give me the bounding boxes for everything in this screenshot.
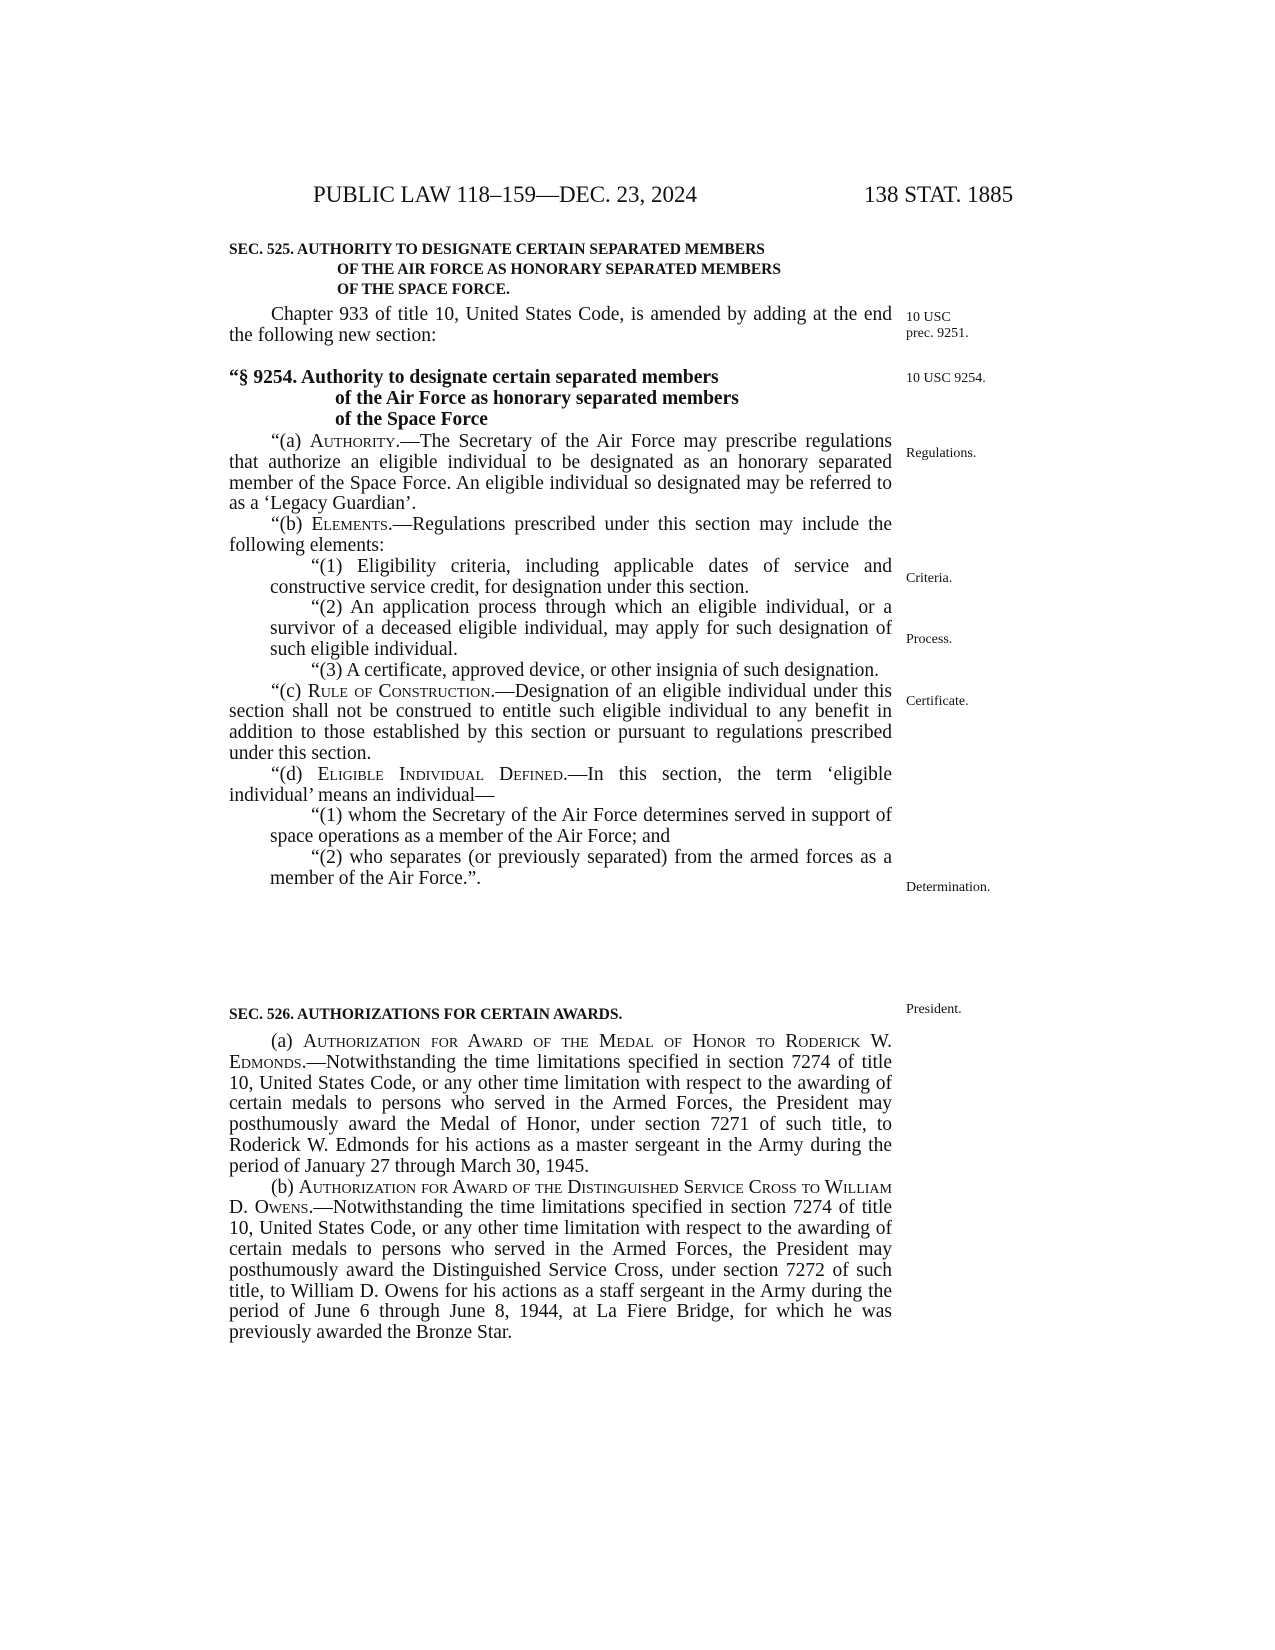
section-9254-title <box>229 367 892 430</box>
paragraph-b2: “(2) An application process through which an eligible individual, or a survivor of a deceased eligible individual, may apply for such designation of such eligible individual. <box>270 597 892 660</box>
section-526-subsection-a-label: Authorization for Award of the Medal of Honor to Roderick W. Edmonds <box>229 1031 892 1073</box>
margin-note-process: Process. <box>906 632 953 647</box>
margin-note-president: President. <box>906 1002 962 1017</box>
section-526-subsection-b: (b) Authorization for Award of the Distinguished Service Cross to William D. Owens.—Notwithstanding the time limitations specified in section 7274 of title 10, United States Code, or any other time limitation with respect to the awarding of certain medals to persons who served in the Armed Forces, the President may posthumously award the Distinguished Service Cross, under section 7272 of such title, to William D. Owens for his actions as a staff sergeant in the Army during the period of June 6 through June 8, 1944, at La Fiere Bridge, for which he was previously awarded the Bronze Star. <box>229 1176 893 1344</box>
subsection-a-label: Authority <box>309 431 396 452</box>
subsection-d-label: Eligible Individual Defined <box>317 763 563 785</box>
margin-note-certificate: Certificate. <box>906 694 969 709</box>
paragraph-d2: “(2) who separates (or previously separated) from the armed forces as a member of the Air Force.”. <box>270 846 892 889</box>
amendment-instruction: Chapter 933 of title 10, United States Code, is amended by adding at the end the following new section: <box>229 304 892 346</box>
section-9254-title-line3: of the Space Force <box>335 409 488 430</box>
section-525-intro <box>229 305 892 347</box>
section-526-subsection-b-label: Authorization for Award of the Distinguished Service Cross to William D. Owens <box>229 1176 892 1219</box>
section-526-heading: SEC. 526. AUTHORIZATIONS FOR CERTAIN AWARDS. <box>229 1006 623 1023</box>
paragraph-b3: “(3) A certificate, approved device, or other insignia of such designation. <box>311 659 880 681</box>
section-526-body <box>229 1032 892 1344</box>
subsection-c: “(c) Rule of Construction.—Designation of an eligible individual under this section shall not be construed to entitle such eligible individual to any benefit in addition to those established by this section or pursuant to regulations prescribed under this section. <box>229 680 892 764</box>
page-number: 138 STAT. 1885 <box>864 182 1014 207</box>
margin-note-usc-9254: 10 USC 9254. <box>906 371 986 386</box>
subsection-b-label: Elements <box>311 514 388 536</box>
section-525-heading-line3: OF THE SPACE FORCE. <box>337 281 510 298</box>
section-525-heading <box>229 240 892 300</box>
paragraph-b1: “(1) Eligibility criteria, including applicable dates of service and constructive service credit, for designation under this section. <box>270 555 892 598</box>
section-9254-title-line1: “§ 9254. Authority to designate certain separated members <box>229 367 719 388</box>
margin-note-criteria: Criteria. <box>906 571 953 586</box>
subsection-a: “(a) Authority.—The Secretary of the Air Force may prescribe regulations that authorize an eligible individual to be designated as an honorary separated member of the Space Force. An eligible individual so designated may be referred to as a ‘Legacy Guardian’. <box>229 431 892 515</box>
section-9254-title-line2: of the Air Force as honorary separated members <box>335 388 739 409</box>
margin-note-determination: Determination. <box>906 880 991 895</box>
subsection-b: “(b) Elements.—Regulations prescribed under this section may include the following elements: <box>229 514 892 556</box>
margin-note-usc-prec: 10 USC prec. 9251. <box>906 310 969 341</box>
subsection-d: “(d) Eligible Individual Defined.—In this section, the term ‘eligible individual’ means an individual— <box>229 763 892 806</box>
subsection-c-label: Rule of Construction <box>307 680 491 702</box>
margin-note-regulations: Regulations. <box>906 446 977 461</box>
section-525-heading-line2: OF THE AIR FORCE AS HONORARY SEPARATED MEMBERS <box>337 261 781 278</box>
section-9254-body <box>229 432 892 890</box>
section-525-heading-line1: SEC. 525. AUTHORITY TO DESIGNATE CERTAIN SEPARATED MEMBERS <box>229 241 765 258</box>
paragraph-d1: “(1) whom the Secretary of the Air Force determines served in support of space operations as a member of the Air Force; and <box>270 805 892 848</box>
running-header-left: PUBLIC LAW 118–159—DEC. 23, 2024 <box>313 182 698 207</box>
section-526-subsection-a: (a) Authorization for Award of the Medal of Honor to Roderick W. Edmonds.—Notwithstanding the time limitations specified in section 7274 of title 10, United States Code, or any other time limitation with respect to the awarding of certain medals to persons who served in the Armed Forces, the President may posthumously award the Medal of Honor, under section 7271 of such title, to Roderick W. Edmonds for his actions as a master sergeant in the Army during the period of January 27 through March 30, 1945. <box>229 1031 892 1177</box>
